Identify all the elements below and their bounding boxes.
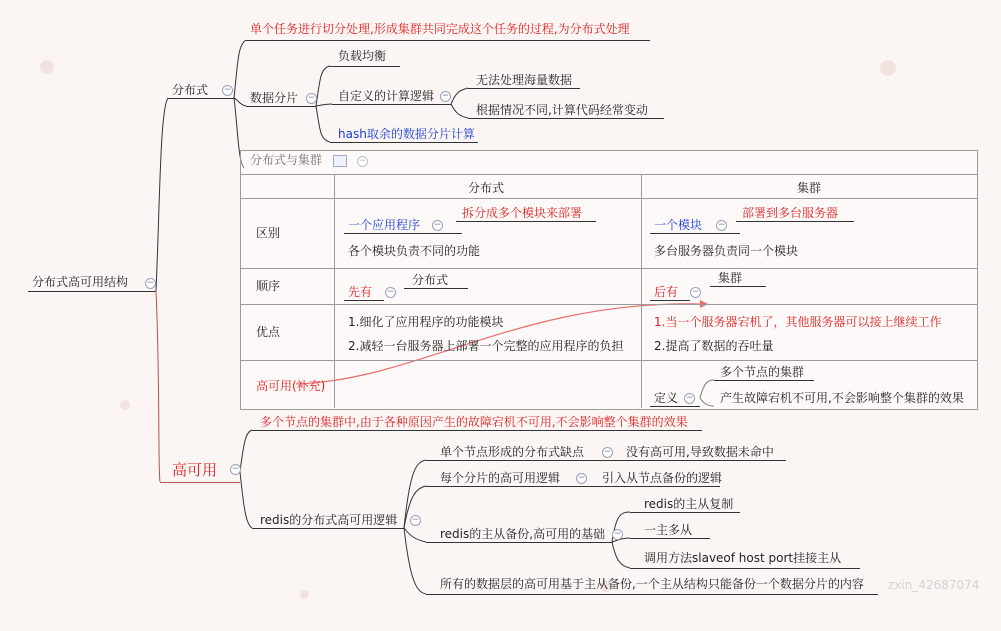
c-order-note[interactable]: 集群 (718, 271, 743, 285)
row-label-difference: 区别 (256, 226, 281, 240)
row-label-advantage: 优点 (256, 325, 281, 339)
c-adv-2[interactable]: 2.提高了数据的吞吐量 (654, 339, 774, 353)
collapse-icon[interactable]: − (411, 515, 420, 525)
load-balance[interactable]: 负载均衡 (338, 49, 387, 63)
sharding-topic[interactable]: 数据分片 (250, 91, 299, 105)
slaveof-method[interactable]: 调用方法slaveof host port挂接主从 (644, 551, 842, 565)
collapse-icon[interactable]: − (307, 93, 316, 103)
collapse-icon[interactable]: − (691, 287, 700, 297)
d-app[interactable]: 一个应用程序 (348, 218, 421, 232)
master-slave-logic[interactable]: 引入从节点备份的逻辑 (602, 471, 723, 485)
collapse-icon[interactable]: − (577, 473, 586, 483)
replication[interactable]: redis的主从复制 (644, 497, 734, 511)
d-order-note[interactable]: 分布式 (412, 273, 449, 287)
collapse-icon[interactable]: − (685, 393, 694, 403)
collapse-icon[interactable]: − (603, 447, 612, 457)
root-topic[interactable]: 分布式高可用结构 (32, 275, 129, 289)
collapse-icon[interactable]: − (146, 278, 155, 288)
vs-cluster-topic[interactable]: 分布式与集群 (250, 153, 323, 167)
c-later[interactable]: 后有 (654, 285, 679, 299)
collapse-icon[interactable]: − (433, 220, 442, 230)
no-mass-data[interactable]: 无法处理海量数据 (476, 73, 573, 87)
redis-topic[interactable]: redis的分布式高可用逻辑 (260, 513, 398, 527)
collapse-icon[interactable]: − (386, 287, 395, 297)
ha-topic[interactable]: 高可用 (172, 461, 218, 479)
d-first[interactable]: 先有 (348, 285, 373, 299)
no-ha[interactable]: 没有高可用,导致数据未命中 (626, 445, 774, 459)
custom-logic[interactable]: 自定义的计算逻辑 (338, 89, 435, 103)
collapse-icon[interactable]: − (613, 529, 622, 539)
collapse-icon[interactable]: − (358, 156, 367, 166)
c-module[interactable]: 一个模块 (654, 218, 703, 232)
c-servers-desc[interactable]: 多台服务器负责同一个模块 (654, 244, 799, 258)
backup-basis[interactable]: redis的主从备份,高可用的基础 (440, 527, 606, 541)
collapse-icon[interactable]: − (717, 220, 726, 230)
row-label-order: 顺序 (256, 279, 281, 293)
d-modules-desc[interactable]: 各个模块负责不同的功能 (348, 244, 481, 258)
comparison-table (240, 150, 978, 410)
collapse-icon[interactable]: − (223, 85, 232, 95)
ha-definition-label[interactable]: 定义 (654, 391, 679, 405)
d-split-note[interactable]: 拆分成多个模块来部署 (462, 206, 583, 220)
collapse-icon[interactable]: − (441, 91, 450, 101)
ha-multi-nodes[interactable]: 多个节点的集群 (720, 365, 805, 379)
ha-definition[interactable]: 多个节点的集群中,由于各种原因产生的故障宕机不可用,不会影响整个集群的效果 (260, 415, 688, 429)
distributed-topic[interactable]: 分布式 (172, 83, 209, 97)
collapse-icon[interactable]: − (231, 464, 240, 474)
distributed-definition[interactable]: 单个任务进行切分处理,形成集群共同完成这个任务的过程,为分布式处理 (250, 22, 630, 36)
all-layers[interactable]: 所有的数据层的高可用基于主从备份,一个主从结构只能备份一个数据分片的内容 (440, 577, 864, 591)
shard-ha[interactable]: 每个分片的高可用逻辑 (440, 471, 561, 485)
d-adv-1[interactable]: 1.细化了应用程序的功能模块 (348, 315, 504, 329)
row-label-ha: 高可用(补充) (256, 379, 326, 393)
d-adv-2[interactable]: 2.减轻一台服务器上部署一个完整的应用程序的负担 (348, 339, 624, 353)
c-adv-1[interactable]: 1.当一个服务器宕机了，其他服务器可以接上继续工作 (654, 315, 942, 329)
watermark: zxin_42687074 (888, 578, 980, 592)
one-master-multi[interactable]: 一主多从 (644, 523, 693, 537)
col-header-cluster: 集群 (797, 181, 822, 195)
ha-def-text[interactable]: 产生故障宕机不可用,不会影响整个集群的效果 (720, 391, 964, 405)
hash-mod[interactable]: hash取余的数据分片计算 (338, 127, 475, 141)
c-deploy-note[interactable]: 部署到多台服务器 (742, 206, 839, 220)
single-node-flaw[interactable]: 单个节点形成的分布式缺点 (440, 445, 585, 459)
code-changes[interactable]: 根据情况不同,计算代码经常变动 (476, 103, 648, 117)
col-header-distributed: 分布式 (468, 181, 505, 195)
